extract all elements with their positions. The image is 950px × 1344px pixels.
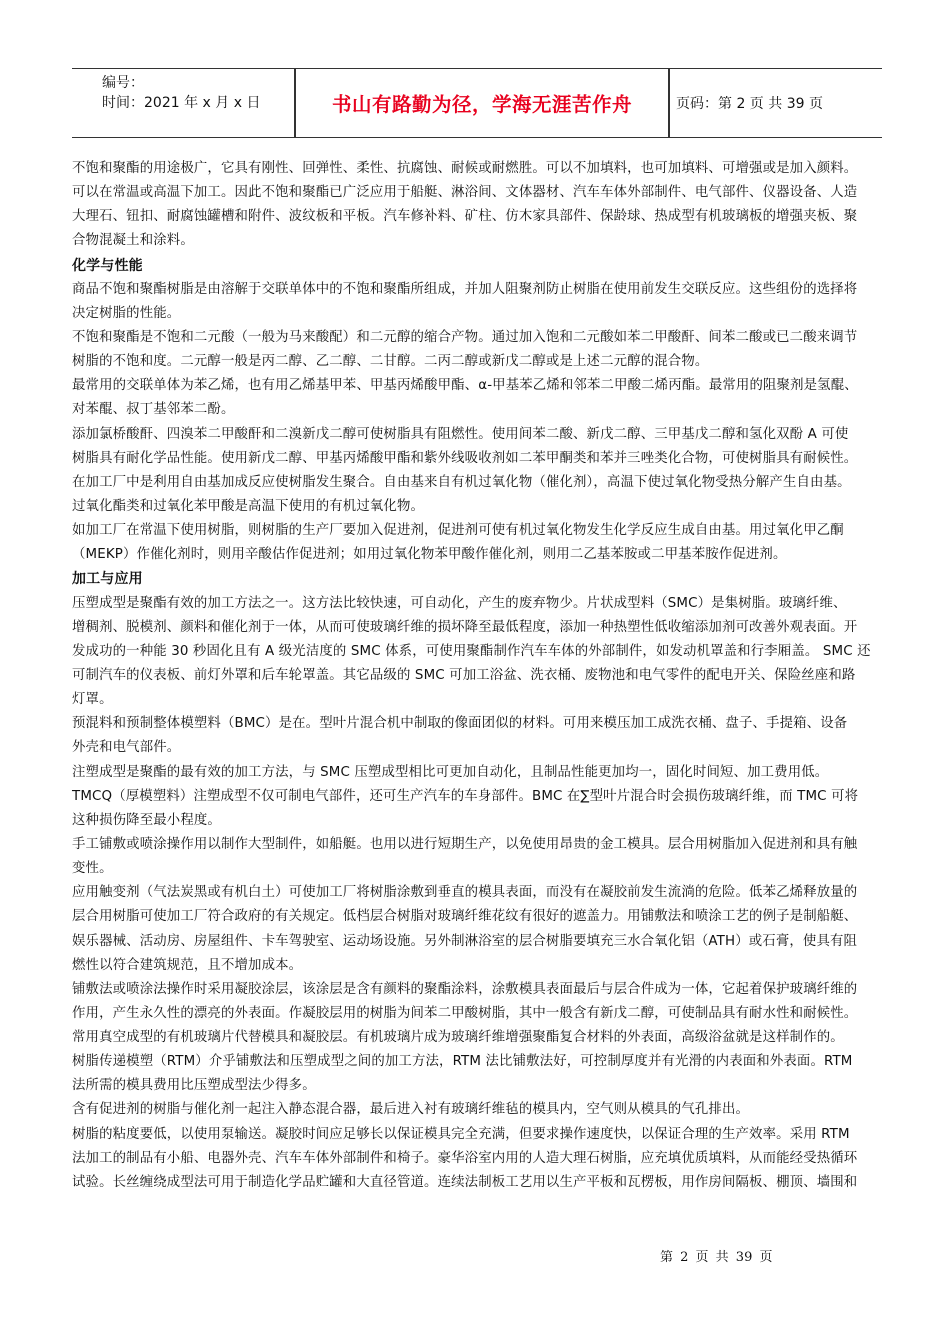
text-line: 增稠剂、脱模剂、颜料和催化剂于一体，从而可使玻璃纤维的损坏降至最低程度，添加一种热塑性低收缩添加剂可改善外观表面。开 [72,619,858,635]
document-time-label: 时间：2021 年 x 月 x 日 [102,95,261,111]
text-line: 树脂的不饱和度。二元醇一般是丙二醇、乙二醇、二甘醇。二丙二醇或新戊二醇或是上述二元醇的混合物。 [72,354,709,370]
text-line: 铺敷法或喷涂法操作时采用凝胶涂层，该涂层是含有颜料的聚酯涂料，涂敷模具表面最后与层合件成为一体，它起着保护玻璃纤维的 [72,981,858,997]
text-line: 灯罩。 [72,692,113,708]
text-line: 含有促进剂的树脂与催化剂一起注入静态混合器，最后进入衬有玻璃纤维毡的模具内，空气则从模具的气孔排出。 [72,1102,750,1118]
text-line: 决定树脂的性能。 [72,305,181,321]
text-line: 树脂具有耐化学品性能。使用新戊二醇、甲基丙烯酸甲酯和紫外线吸收剂如二苯甲酮类和苯并三唑类化合物，可使树脂具有耐候性。 [72,450,858,466]
text-line: 过氧化酯类和过氧化苯甲酸是高温下使用的有机过氧化物。 [72,498,425,514]
text-line: 可制汽车的仪表板、前灯外罩和后车轮罩盖。其它品级的 SMC 可加工浴盆、洗衣桶、废物池和电气零件的配电开关、保险丝座和路 [72,667,856,683]
text-line: 树脂的粘度要低，以使用泵输送。凝胶时间应足够长以保证模具完全充满，但要求操作速度快，以保证合理的生产效率。采用 RTM [72,1126,850,1142]
text-line: 最常用的交联单体为苯乙烯，也有用乙烯基甲苯、甲基丙烯酸甲酯、α-甲基苯乙烯和邻苯二甲酸二烯丙酯。最常用的阻聚剂是氢醌、 [72,378,858,394]
text-line: 这种损伤降至最小程度。 [72,812,221,828]
text-line: 注塑成型是聚酯的最有效的加工方法，与 SMC 压塑成型相比可更加自动化，且制品性能更加均一，固化时间短、加工费用低。 [72,764,829,780]
text-line: 添加氯桥酸酐、四溴苯二甲酸酐和二溴新戊二醇可使树脂具有阻燃性。使用间苯二酸、新戊二醇、三甲基戊二醇和氢化双酚 A 可使 [72,426,849,442]
document-number-label: 编号： [102,75,144,91]
page-footer: 第 2 页 共 39 页 [660,1250,773,1265]
text-line: 不饱和聚酯的用途极广，它具有刚性、回弹性、柔性、抗腐蚀、耐候或耐燃胜。可以不加填料，也可加填料、可增强或是加入颜料。 [72,161,858,176]
header-motto: 书山有路勤为径，学海无涯苦作舟 [331,93,632,116]
text-line: 商品不饱和聚酯树脂是由溶解于交联单体中的不饱和聚酯所组成，并加人阻聚剂防止树脂在使用前发生交联反应。这些组份的选择将 [72,281,858,297]
text-line: 应用触变剂（气法炭黑或有机白土）可使加工厂将树脂涂敷到垂直的模具表面，而没有在凝胶前发生流淌的危险。低苯乙烯释放量的 [72,885,858,901]
text-line: 试验。长丝缠绕成型法可用于制造化学品贮罐和大直径管道。连续法制板工艺用以生产平板和瓦楞板，用作房间隔板、棚顶、墙围和 [72,1174,858,1190]
text-line: 法加工的制品有小船、电器外壳、汽车车体外部制件和椅子。豪华浴室内用的人造大理石树脂，应充填优质填料，从而能经受热循环 [72,1150,858,1166]
text-line: （MEKP）作催化剂时，则用辛酸估作促进剂；如用过氧化物苯甲酸作催化剂，则用二乙基苯胺或二甲基苯胺作促进剂。 [72,547,787,563]
text-line: 不饱和聚酯是不饱和二元酸（一般为马来酸配）和二元醇的缩合产物。通过加入饱和二元酸如苯二甲酸酐、间苯二酸或已二酸来调节 [72,329,858,345]
section-heading: 化学与性能 [72,257,143,274]
text-line: TMCQ（厚模塑料）注塑成型不仅可制电气部件，还可生产汽车的车身部件。BMC 在∑型叶片混合时会损伤玻璃纤维，而 TMC 可将 [72,788,859,804]
text-line: 娱乐器械、活动房、房屋组件、卡车驾驶室、运动场设施。另外制淋浴室的层合树脂要填充三水合氧化铝（ATH）或石膏，使具有阻 [72,933,858,949]
page-header [72,68,882,138]
text-line: 对苯醌、叔丁基邻苯二酚。 [72,402,235,418]
text-line: 层合用树脂可使加工厂符合政府的有关规定。低档层合树脂对玻璃纤维花纹有很好的遮盖力。用铺敷法和喷涂工艺的例子是制船艇、 [72,909,858,925]
text-line: 法所需的模具费用比压塑成型法少得多。 [72,1078,316,1094]
text-line: 合物混凝土和涂料。 [72,233,194,249]
header-divider [668,69,670,137]
text-line: 树脂传递模塑（RTM）介乎铺敷法和压塑成型之间的加工方法，RTM 法比铺敷法好，可控制厚度并有光滑的内表面和外表面。RTM [72,1054,853,1070]
text-line: 可以在常温或高温下加工。因此不饱和聚酯已广泛应用于船艇、淋浴间、文体器材、汽车车体外部制件、电气部件、仪器设备、人造 [72,185,858,201]
header-page-info: 页码：第 2 页 共 39 页 [676,96,823,112]
text-line: 如加工厂在常温下使用树脂，则树脂的生产厂要加入促进剂，促进剂可使有机过氧化物发生化学反应生成自由基。用过氧化甲乙酮 [72,523,844,539]
text-line: 手工铺敷或喷涂操作用以制作大型制件，如船艇。也用以进行短期生产，以免使用昂贵的金工模具。层合用树脂加入促进剂和具有触 [72,836,858,852]
text-line: 燃性以符合建筑规范，且不增加成本。 [72,957,303,973]
text-line: 变性。 [72,861,113,877]
text-line: 预混料和预制整体模塑料（BMC）是在。型叶片混合机中制取的像面团似的材料。可用来模压加工成洗衣桶、盘子、手提箱、设备 [72,716,848,732]
section-heading: 加工与应用 [72,571,143,588]
text-line: 大理石、钮扣、耐腐蚀罐槽和附件、波纹板和平板。汽车修补料、矿柱、仿木家具部件、保龄球、热成型有机玻璃板的增强夹板、聚 [72,209,858,225]
text-line: 作用，产生永久性的漂亮的外表面。作凝胶层用的树脂为间苯二甲酸树脂，其中一般含有新戊二醇，可使制品具有耐水性和耐候性。 [72,1005,858,1021]
text-line: 外壳和电气部件。 [72,740,181,756]
text-line: 压塑成型是聚酯有效的加工方法之一。这方法比较快速，可自动化，产生的废弃物少。片状成型料（SMC）是集树脂。玻璃纤维、 [72,595,847,611]
document-body [72,157,912,1195]
text-line: 常用真空成型的有机玻璃片代替模具和凝胶层。有机玻璃片成为玻璃纤维增强聚酯复合材料的外表面，高级浴盆就是这样制作的。 [72,1030,844,1046]
header-meta [102,73,260,113]
text-line: 在加工厂中是利用自由基加成反应使树脂发生聚合。自由基来自有机过氧化物（催化剂），高温下使过氧化物受热分解产生自由基。 [72,474,851,490]
text-line: 发成功的一种能 30 秒固化且有 A 级光洁度的 SMC 体系，可使用聚酯制作汽车车体的外部制件，如发动机罩盖和行李厢盖。 SMC 还 [72,643,871,659]
